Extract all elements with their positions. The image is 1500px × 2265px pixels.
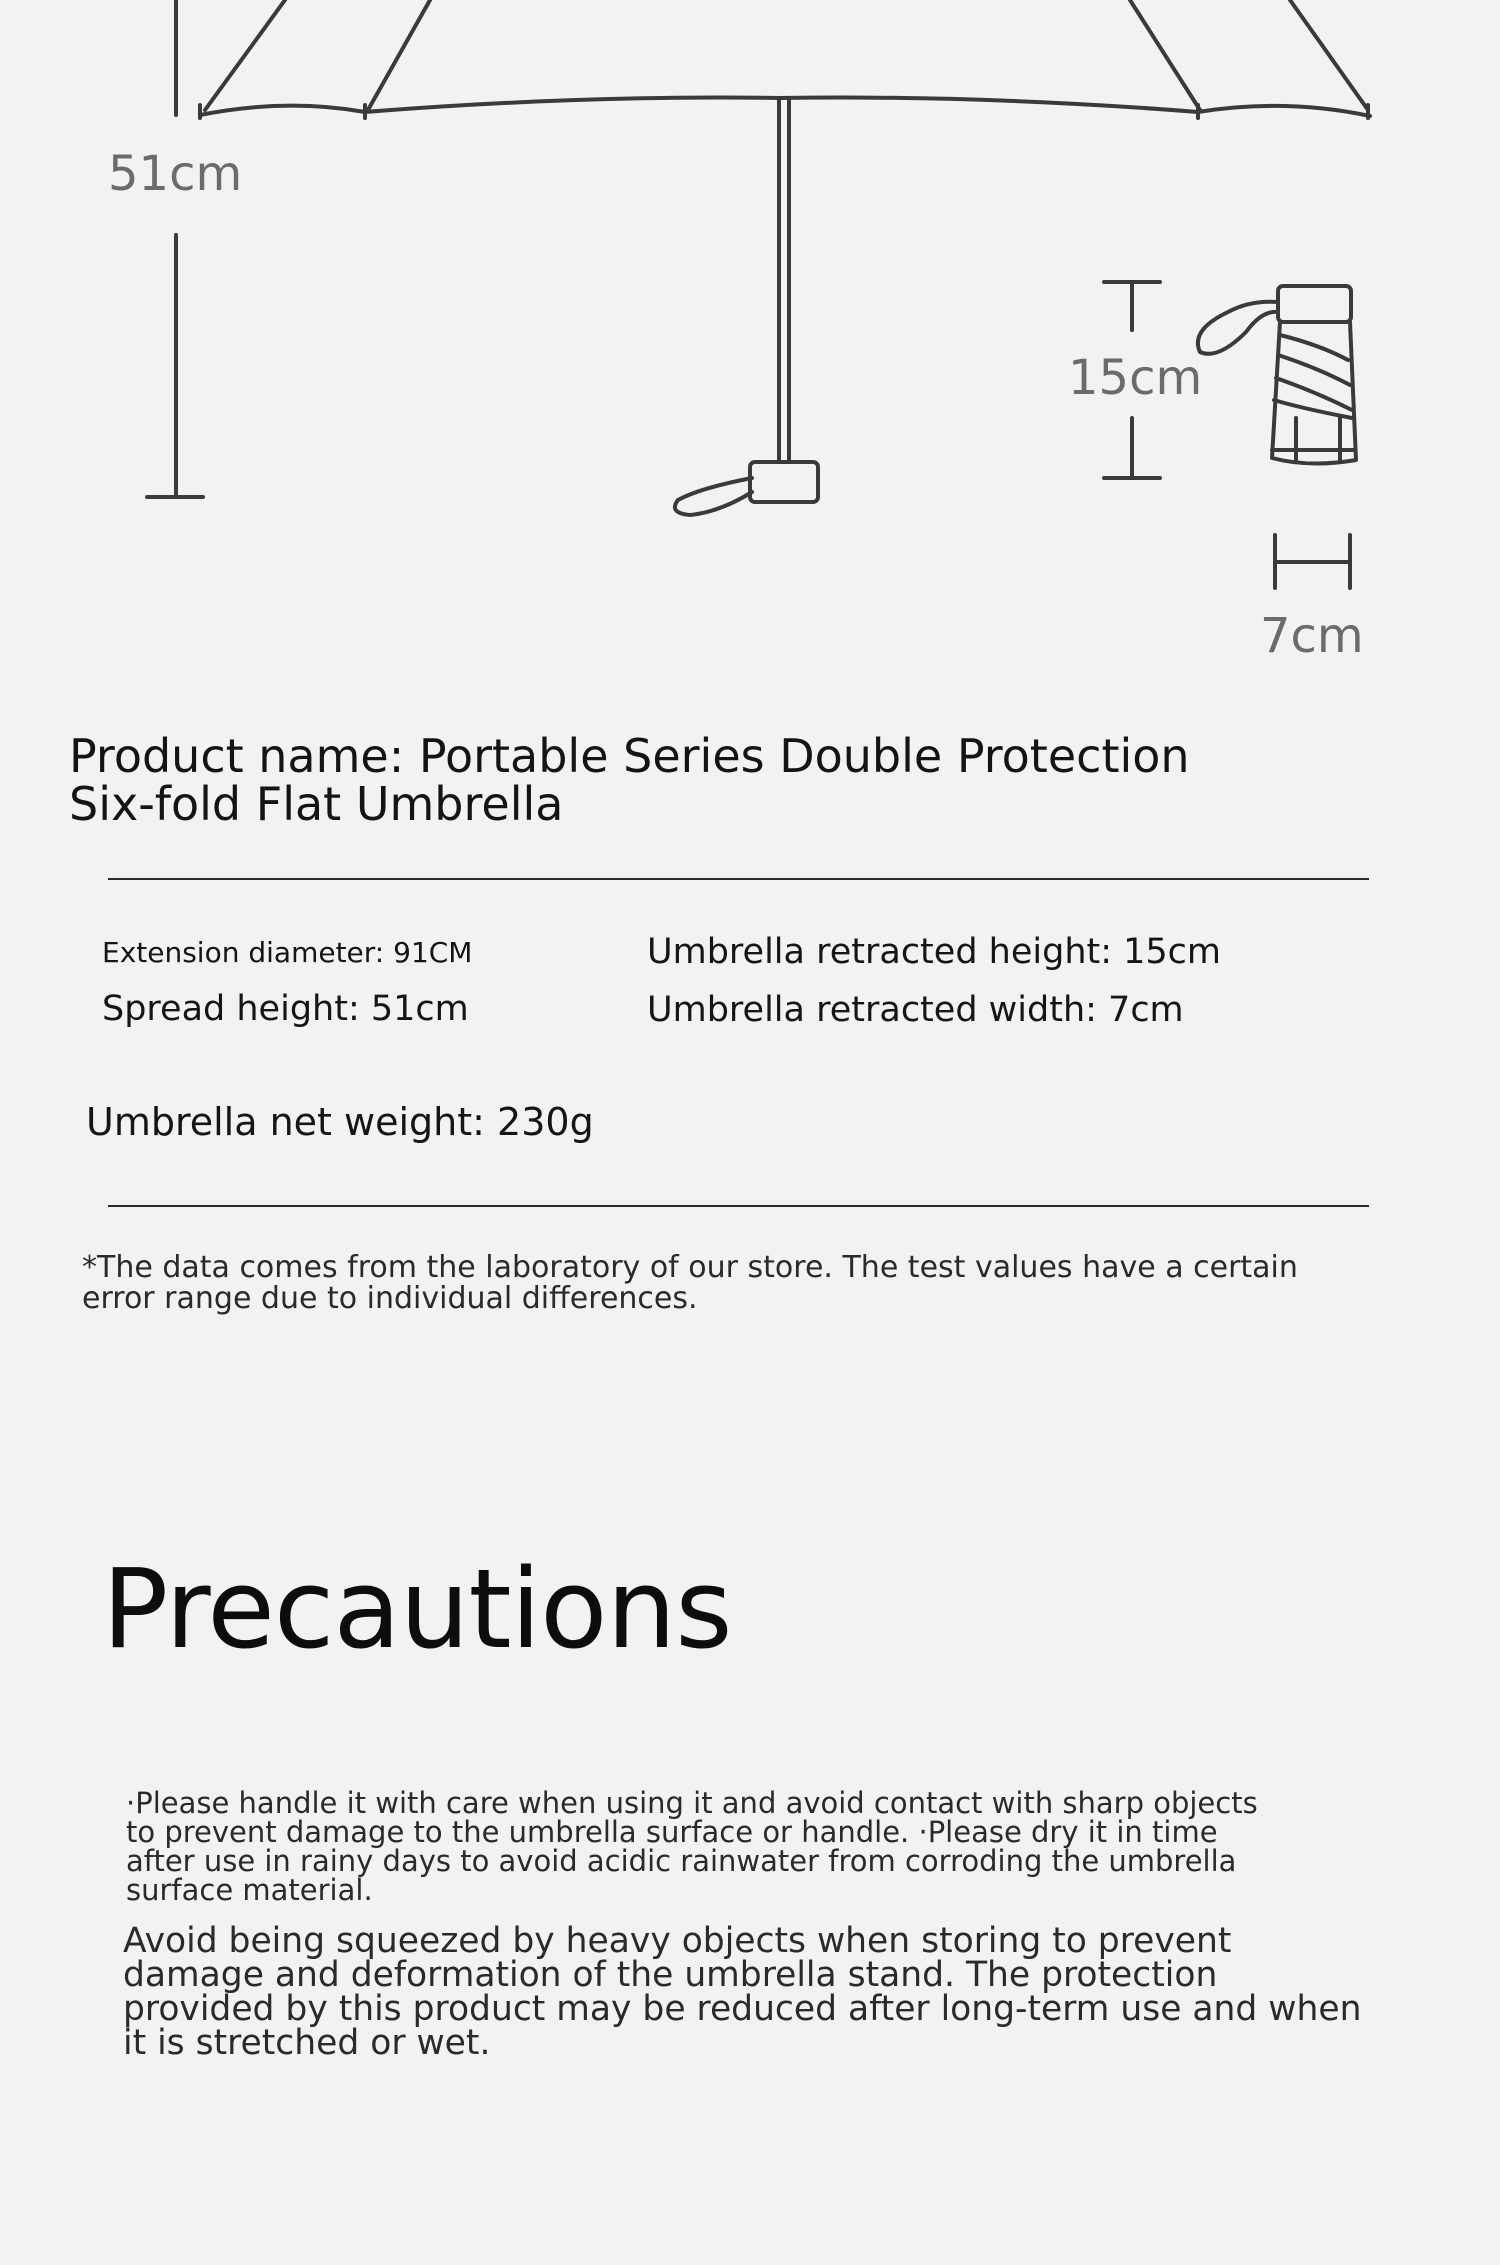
umbrella-handle (750, 462, 818, 502)
height-dimension-line (147, 0, 203, 497)
wrist-strap (675, 478, 752, 515)
divider-top (108, 878, 1369, 880)
folded-width-label: 7cm (1260, 608, 1364, 664)
precautions-title: Precautions (102, 1545, 732, 1673)
spec-retracted-height: Umbrella retracted height: 15cm (647, 932, 1222, 972)
product-name: Product name: Portable Series Double Protection Six-fold Flat Umbrella (69, 729, 1190, 831)
precaution-note-handling: ·Please handle it with care when using it and avoid contact with sharp objects to prevent damage to the umbrella surface or handle. ·Please dry it in time after use in rainy days to avoid acidic rainwater from corroding the umbrella surface material. (126, 1786, 1258, 1907)
folded-height-label: 15cm (1068, 350, 1203, 406)
canopy-ribs (205, 0, 1368, 110)
spec-spread-height: Spread height: 51cm (102, 989, 469, 1029)
spec-net-weight: Umbrella net weight: 230g (86, 1100, 594, 1144)
spec-retracted-width: Umbrella retracted width: 7cm (647, 990, 1184, 1030)
spec-extension-diameter: Extension diameter: 91CM (102, 936, 473, 969)
data-disclaimer: *The data comes from the laboratory of our store. The test values have a certain error range due to individual differences. (82, 1250, 1298, 1316)
folded-width-dimension-line (1275, 535, 1350, 588)
precaution-note-storage: Avoid being squeezed by heavy objects when storing to prevent damage and deformation of the umbrella stand. The protection provided by this product may be reduced after long-term use and when it is stretched or wet. (123, 1921, 1362, 2063)
divider-bottom (108, 1205, 1369, 1207)
folded-umbrella (1198, 286, 1356, 464)
open-height-label: 51cm (108, 146, 243, 202)
umbrella-shaft (779, 100, 789, 462)
umbrella-dimension-diagram (0, 0, 1500, 690)
